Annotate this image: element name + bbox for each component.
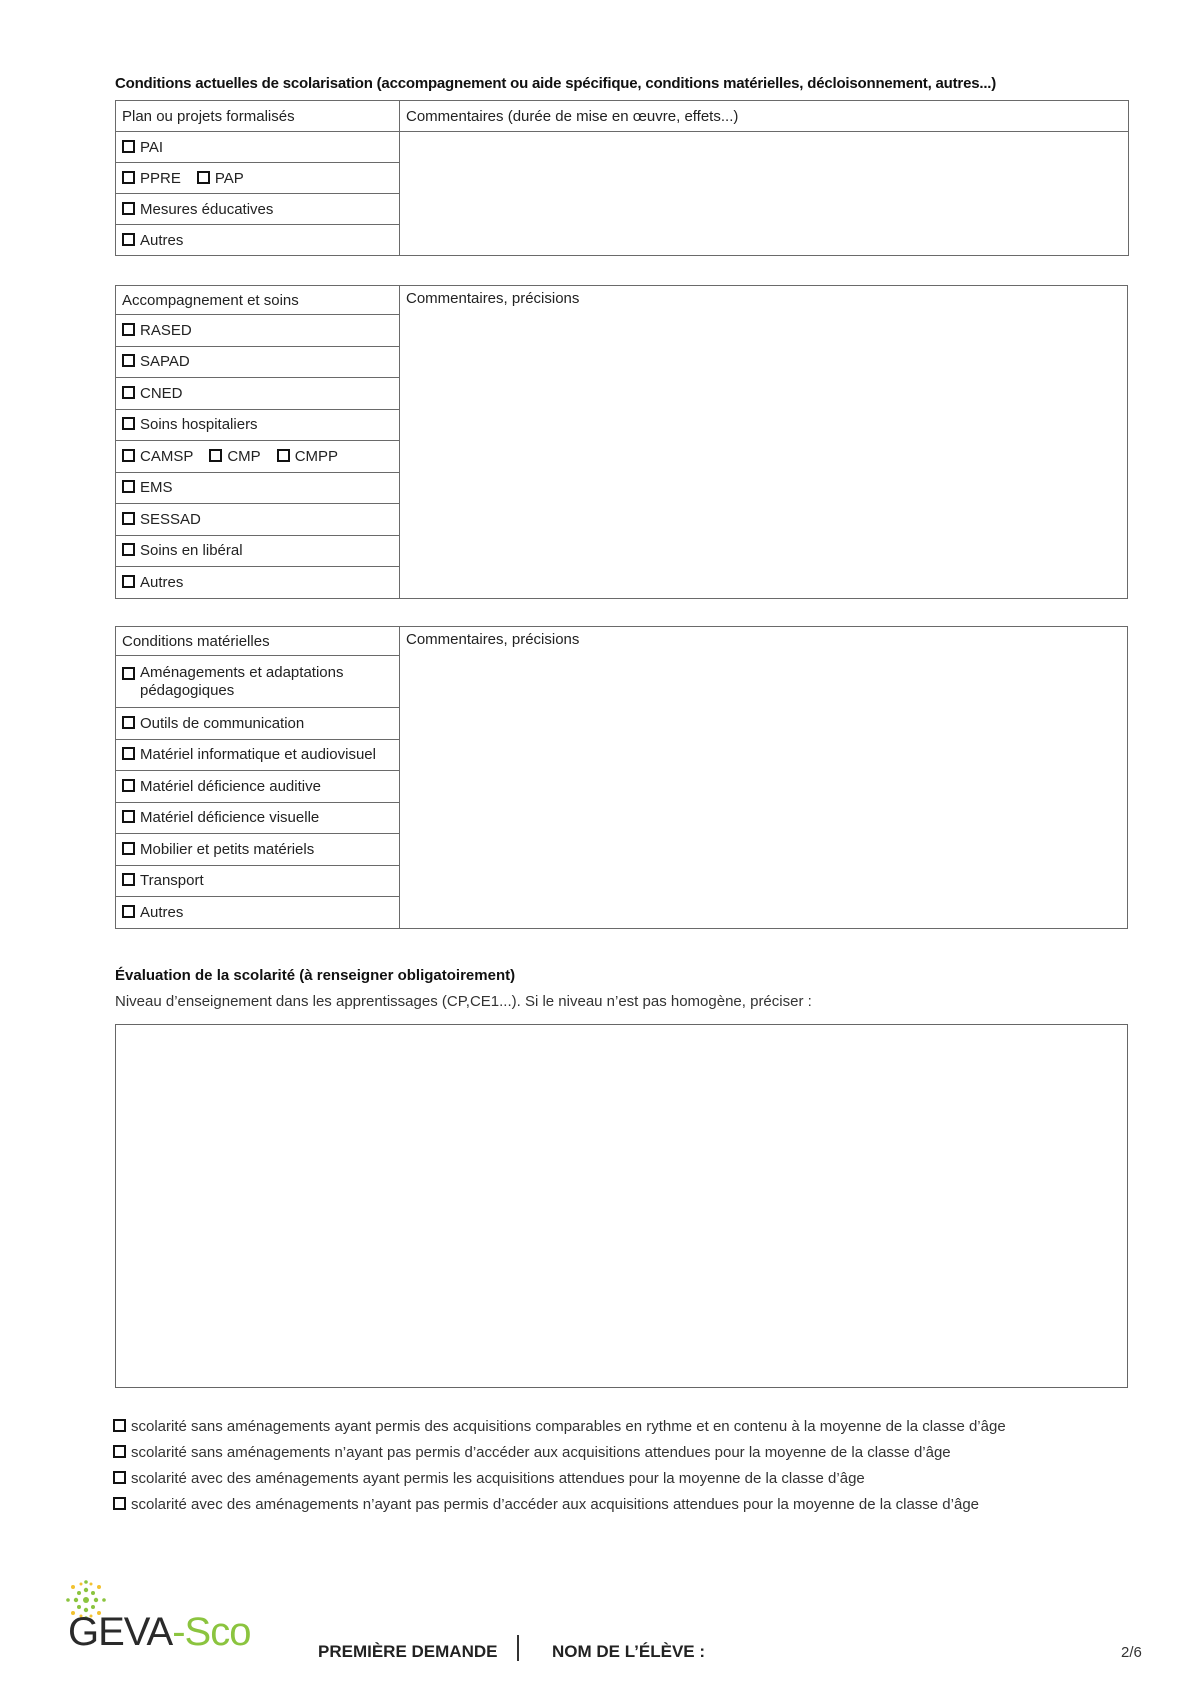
materiel-row-autres	[116, 897, 400, 929]
ems-checkbox[interactable]	[122, 480, 135, 493]
assessment-option	[113, 1492, 1006, 1518]
auditive-label: Matériel déficience auditive	[140, 777, 321, 795]
outils-checkbox[interactable]	[122, 716, 135, 729]
assessment-label-3: scolarité avec des aménagements ayant permis les acquisitions attendues pour la moyenne de la classe d’âge	[131, 1470, 865, 1487]
soins-row-rased	[116, 315, 400, 347]
soins-row-sapad	[116, 346, 400, 378]
auditive-checkbox[interactable]	[122, 779, 135, 792]
soins-comment-field[interactable]	[400, 286, 1128, 599]
assessment-checkbox-3[interactable]	[113, 1471, 126, 1484]
plans-header-right: Commentaires (durée de mise en œuvre, effets...)	[400, 101, 1129, 132]
outils-label: Outils de communication	[140, 714, 305, 732]
plans-comment-field[interactable]	[400, 132, 1129, 256]
pap-label: PAP	[214, 169, 244, 187]
plans-header-left: Plan ou projets formalisés	[116, 101, 400, 132]
rased-label: RASED	[140, 321, 192, 339]
materiel-comment-field[interactable]	[400, 627, 1128, 929]
cned-checkbox[interactable]	[122, 386, 135, 399]
cned-label: CNED	[140, 384, 183, 402]
plans-autres-label: Autres	[140, 231, 184, 249]
cmpp-checkbox[interactable]	[277, 449, 290, 462]
materiel-row-mobilier	[116, 834, 400, 866]
materiel-autres-checkbox[interactable]	[122, 905, 135, 918]
cmpp-label: CMPP	[294, 447, 339, 465]
rased-checkbox[interactable]	[122, 323, 135, 336]
ppre-checkbox[interactable]	[122, 171, 135, 184]
plans-table	[115, 100, 1129, 256]
transport-label: Transport	[140, 872, 204, 890]
mesures-checkbox[interactable]	[122, 202, 135, 215]
soins-autres-label: Autres	[140, 573, 184, 591]
evaluation-subtitle: Niveau d’enseignement dans les apprentissages (CP,CE1...). Si le niveau n’est pas homogène, préciser :	[115, 993, 812, 1010]
materiel-row-amenagements	[116, 656, 400, 708]
assessment-label-2: scolarité sans aménagements n’ayant pas permis d’accéder aux acquisitions attendues pour la moyenne de la classe d’âge	[131, 1444, 951, 1461]
plans-row-autres	[116, 225, 400, 256]
plans-row-pai	[116, 132, 400, 163]
soins-row-camsp-cmp-cmpp	[116, 441, 400, 473]
soins-row-autres	[116, 567, 400, 599]
assessment-label-4: scolarité avec des aménagements n’ayant pas permis d’accéder aux acquisitions attendues pour la moyenne de la classe d’âge	[131, 1496, 979, 1513]
liberal-checkbox[interactable]	[122, 543, 135, 556]
materiel-header-left: Conditions matérielles	[116, 627, 400, 656]
informatique-checkbox[interactable]	[122, 747, 135, 760]
sapad-label: SAPAD	[140, 353, 190, 371]
materiel-row-outils	[116, 708, 400, 740]
section-title-conditions: Conditions actuelles de scolarisation (accompagnement ou aide spécifique, conditions matérielles, décloisonnement, autres...)	[115, 75, 997, 92]
cmp-label: CMP	[227, 447, 261, 465]
amenagements-checkbox[interactable]	[122, 667, 135, 680]
visuelle-label: Matériel déficience visuelle	[140, 809, 320, 827]
pap-checkbox[interactable]	[197, 171, 210, 184]
soins-row-ems	[116, 472, 400, 504]
informatique-label: Matériel informatique et audiovisuel	[140, 746, 376, 764]
evaluation-text-field[interactable]	[115, 1024, 1128, 1388]
ems-label: EMS	[140, 479, 173, 497]
page-footer	[0, 1570, 1200, 1670]
visuelle-checkbox[interactable]	[122, 810, 135, 823]
sessad-checkbox[interactable]	[122, 512, 135, 525]
mesures-label: Mesures éducatives	[140, 200, 274, 218]
materiel-header-right: Commentaires, précisions	[406, 631, 580, 648]
assessment-label-1: scolarité sans aménagements ayant permis des acquisitions comparables en rythme et en contenu à la moyenne de la classe d’âge	[131, 1418, 1006, 1435]
footer-divider	[517, 1635, 519, 1661]
soins-row-liberal	[116, 535, 400, 567]
soins-row-hospitaliers	[116, 409, 400, 441]
sessad-label: SESSAD	[140, 510, 201, 528]
materiel-row-informatique	[116, 739, 400, 771]
materiel-row-visuelle	[116, 802, 400, 834]
assessment-option	[113, 1466, 1006, 1492]
student-name-label: NOM DE L’ÉLÈVE :	[552, 1642, 706, 1661]
cmp-checkbox[interactable]	[209, 449, 222, 462]
assessment-option	[113, 1414, 1006, 1440]
hospitaliers-label: Soins hospitaliers	[140, 416, 258, 434]
soins-row-sessad	[116, 504, 400, 536]
camsp-checkbox[interactable]	[122, 449, 135, 462]
pai-checkbox[interactable]	[122, 140, 135, 153]
mobilier-checkbox[interactable]	[122, 842, 135, 855]
ppre-label: PPRE	[140, 169, 181, 187]
sapad-checkbox[interactable]	[122, 354, 135, 367]
assessment-checkbox-2[interactable]	[113, 1445, 126, 1458]
soins-header-right: Commentaires, précisions	[406, 290, 580, 307]
liberal-label: Soins en libéral	[140, 542, 243, 560]
soins-header-left: Accompagnement et soins	[116, 286, 400, 315]
demand-type-label: PREMIÈRE DEMANDE	[318, 1642, 498, 1661]
page-number: 2/6	[1121, 1644, 1142, 1661]
assessment-options	[113, 1414, 1006, 1518]
soins-row-cned	[116, 378, 400, 410]
geva-sco-logo: GEVA-Sco	[68, 1610, 251, 1654]
amenagements-label: Aménagements et adaptations pédagogiques	[140, 663, 344, 699]
plans-row-mesures	[116, 194, 400, 225]
transport-checkbox[interactable]	[122, 873, 135, 886]
camsp-label: CAMSP	[140, 447, 194, 465]
materiel-row-transport	[116, 865, 400, 897]
mobilier-label: Mobilier et petits matériels	[140, 840, 315, 858]
plans-autres-checkbox[interactable]	[122, 233, 135, 246]
pai-label: PAI	[140, 138, 164, 156]
materiel-row-auditive	[116, 771, 400, 803]
materiel-table	[115, 626, 1128, 929]
materiel-autres-label: Autres	[140, 903, 184, 921]
hospitaliers-checkbox[interactable]	[122, 417, 135, 430]
soins-autres-checkbox[interactable]	[122, 575, 135, 588]
assessment-checkbox-1[interactable]	[113, 1419, 126, 1432]
assessment-checkbox-4[interactable]	[113, 1497, 126, 1510]
evaluation-title: Évaluation de la scolarité (à renseigner obligatoirement)	[115, 967, 516, 984]
plans-row-ppre-pap	[116, 163, 400, 194]
assessment-option	[113, 1440, 1006, 1466]
soins-table	[115, 285, 1128, 599]
